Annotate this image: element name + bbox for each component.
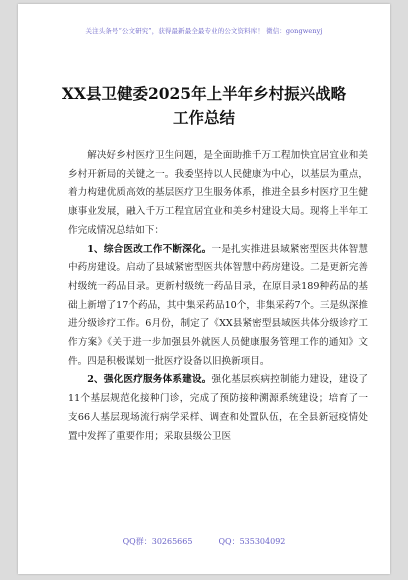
document-body [68, 147, 368, 446]
title-line-1: XX县卫健委2025年上半年乡村振兴战略 [61, 84, 347, 103]
section-1-paragraph [68, 241, 368, 372]
section-2-paragraph [68, 371, 368, 446]
section-1-heading: 1、综合医改工作不断深化。 [87, 243, 212, 255]
section-2-text: 强化基层疾病控制能力建设，建设了11个基层规范化接种门诊，完成了预防接种溯源系统建设；培育了一支66人基层现场流行病学采样、调查和处置队伍，在全县新冠疫情处置中发挥了重要作用；采取县级公卫医 [68, 374, 368, 442]
intro-paragraph: 解决好乡村医疗卫生问题，是全面助推千万工程加快宜居宜业和美乡村开新局的关键之一。我委坚持以人民健康为中心，以基层为重点，着力构建优质高效的基层医疗卫生服务体系，推进全县乡村医疗卫生健康事业发展，融入千万工程宜居宜业和美乡村建设大局。现将上半年工作完成情况总结如下： [68, 150, 368, 236]
section-1-text: 一是扎实推进县域紧密型医共体智慧中药房建设。启动了县域紧密型医共体智慧中药房建设。二是更新完善村级统一药品目录。更新村级统一药品目录，在原目录189种药品的基础上新增了17个药品，其中集采药品10个，非集采药7个。三是纵深推进分级诊疗工作。6月份，制定了《XX县紧密型县域医共体分级诊疗工作方案》《关于进一步加强县外就医人员健康服务管理工作的通知》文件。四是积极谋划一批医疗设备以旧换新项目。 [68, 243, 368, 367]
section-2-heading: 2、强化医疗服务体系建设。 [87, 374, 212, 386]
footer-qq: QQ：535304092 [218, 537, 286, 546]
document-page [18, 4, 390, 574]
footer [18, 536, 390, 547]
header-note: 关注头条号“公文研究”，获得最新最全最专业的公文资料库！ 微信：gongwenyj [85, 27, 323, 35]
footer-qq-group: QQ群：30265665 [122, 537, 193, 546]
document-title [18, 82, 390, 130]
title-line-2: 工作总结 [172, 108, 235, 127]
